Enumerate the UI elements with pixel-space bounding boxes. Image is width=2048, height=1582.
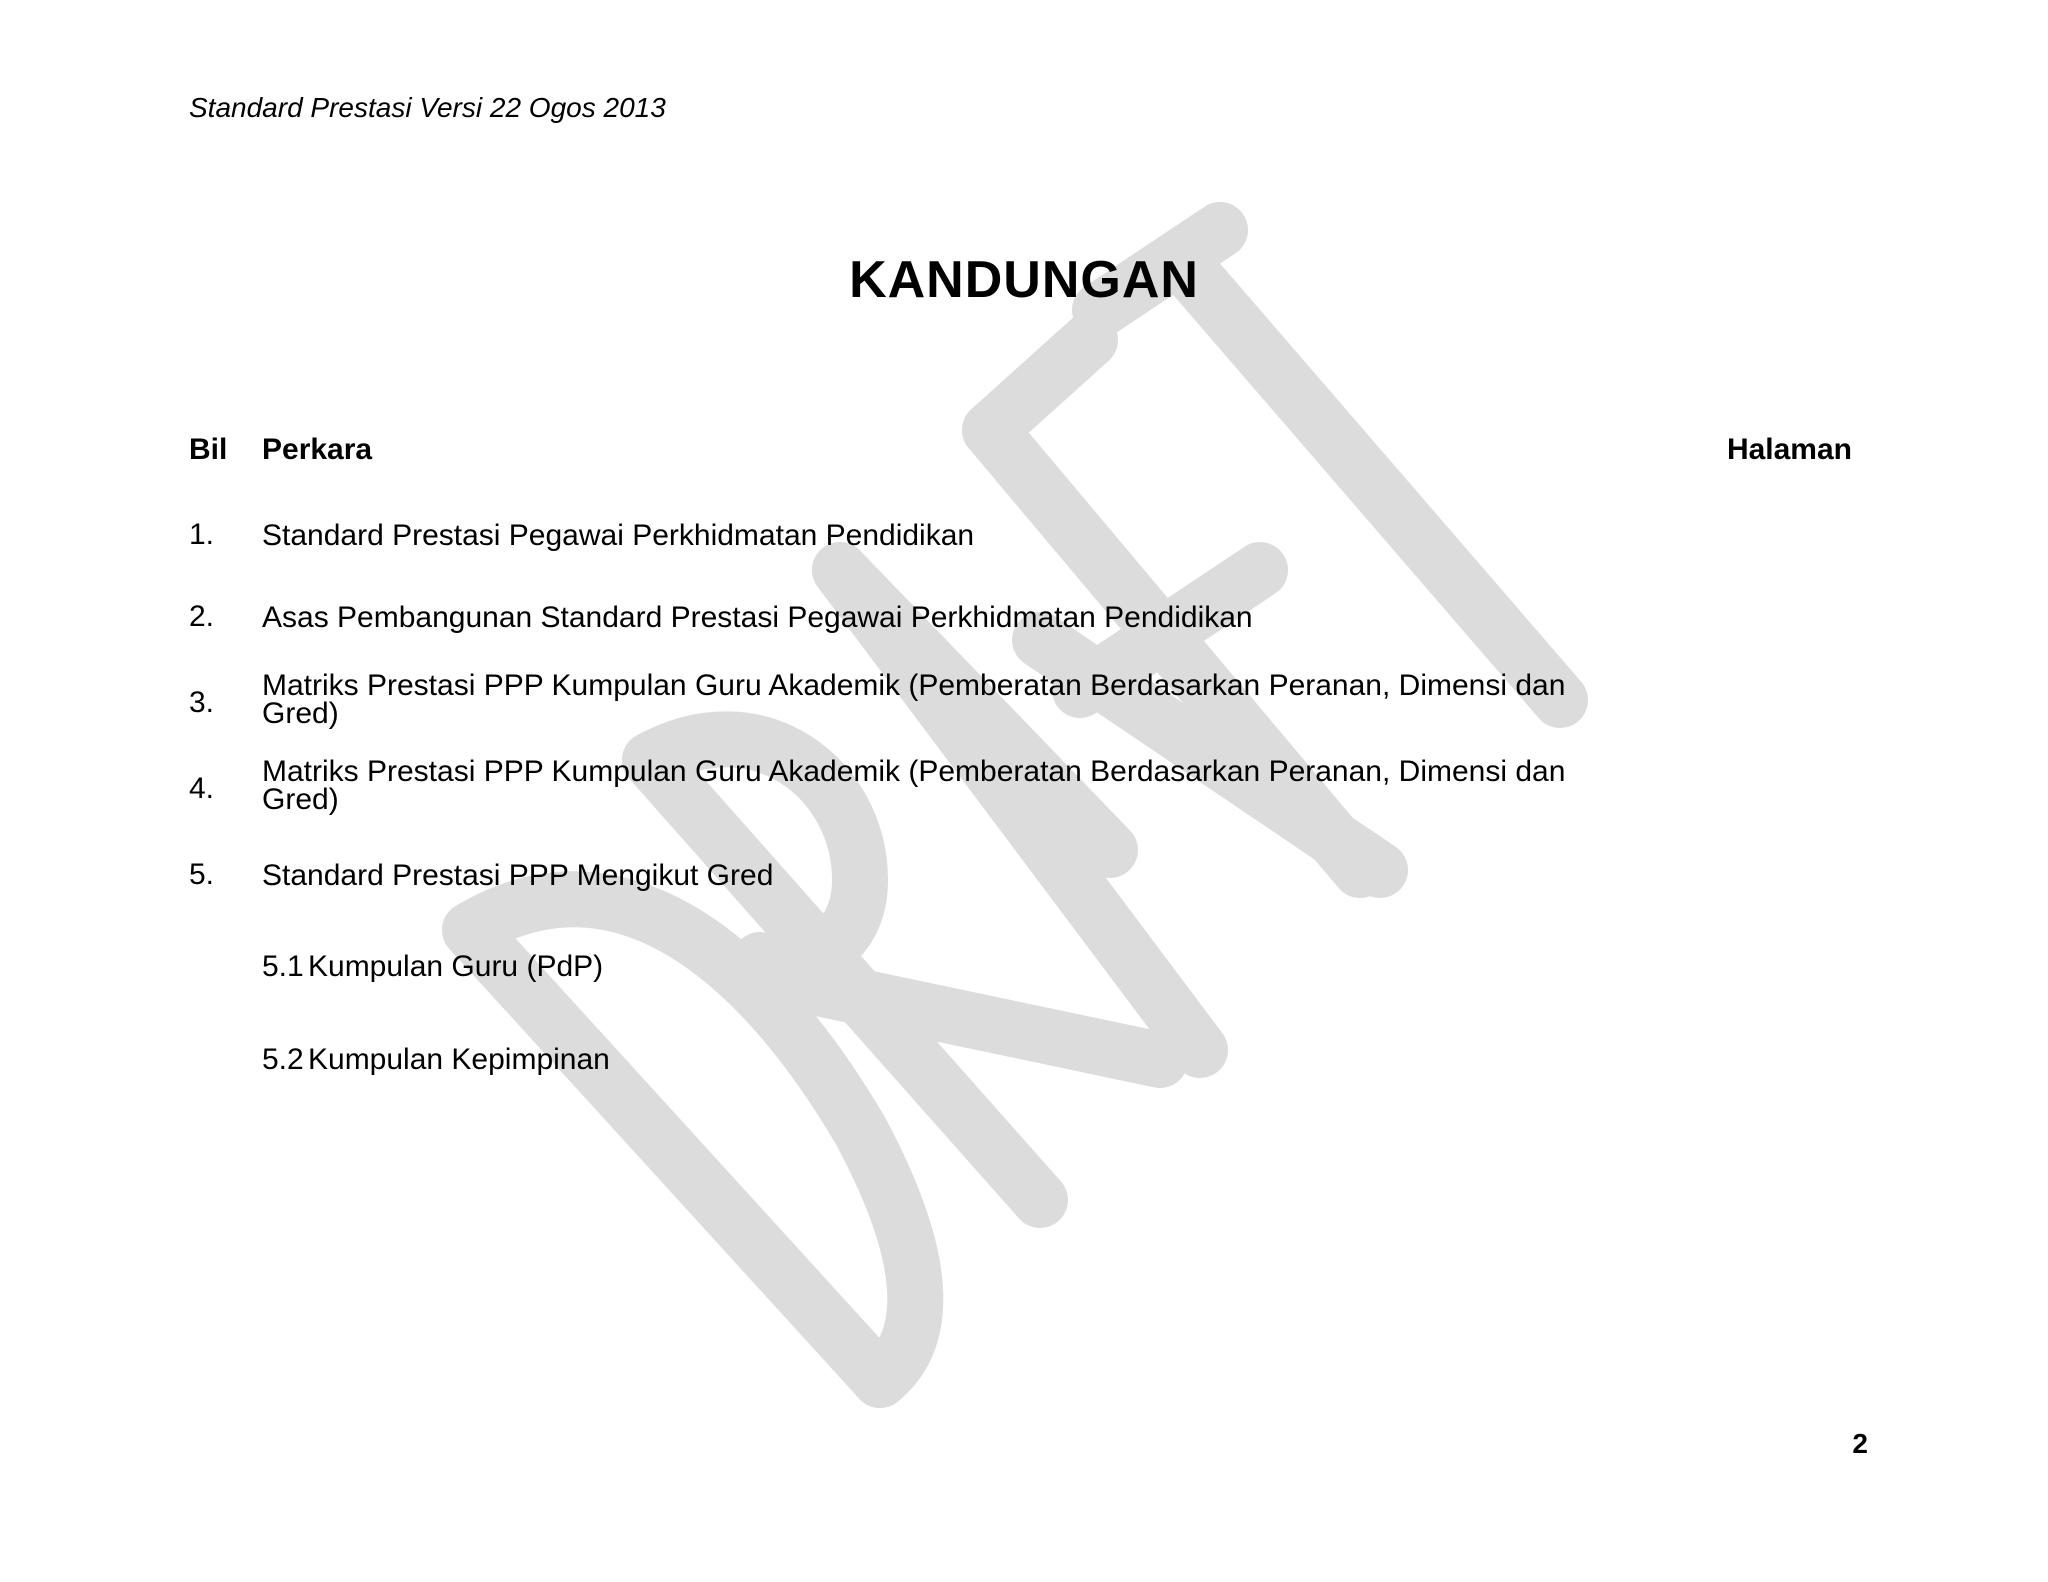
toc-sub-entry-text: Kumpulan Guru (PdP) [308,950,604,983]
column-header-halaman: Halaman [1726,433,1852,466]
toc-sub-entry-number: 5.2 [262,1043,304,1076]
running-header: Standard Prestasi Versi 22 Ogos 2013 [189,92,666,123]
page-number: 2 [1852,1428,1868,1459]
toc-entry-number: 1. [189,518,215,551]
toc-sub-entry-text: Kumpulan Kepimpinan [308,1043,610,1076]
toc-entry-number: 3. [189,686,215,719]
toc-entry-text: Standard Prestasi PPP Mengikut Gred [262,859,774,892]
toc-entry-number: 5. [189,858,215,891]
toc-entry-text: Asas Pembangunan Standard Prestasi Pegawai Perkhidmatan Pendidikan [262,601,1253,634]
toc-entry-text-line2: Gred) [262,697,339,730]
page-title: KANDUNGAN [849,251,1199,309]
toc-entry-text: Standard Prestasi Pegawai Perkhidmatan Pendidikan [262,519,975,552]
toc-sub-entry-number: 5.1 [262,950,304,983]
column-header-perkara: Perkara [262,433,373,466]
toc-sub-entry [262,950,603,984]
toc-entry-text-line2: Gred) [262,783,339,816]
toc-entry-number: 4. [189,772,215,805]
toc-sub-entry [262,1043,610,1077]
toc-entry-text-line1: Matriks Prestasi PPP Kumpulan Guru Akademik (Pemberatan Berdasarkan Peranan, Dimensi dan [262,669,1566,702]
toc-entry-text-line1: Matriks Prestasi PPP Kumpulan Guru Akademik (Pemberatan Berdasarkan Peranan, Dimensi dan [262,755,1566,788]
toc-entry-number: 2. [189,600,215,633]
column-header-bil: Bil [189,433,228,466]
